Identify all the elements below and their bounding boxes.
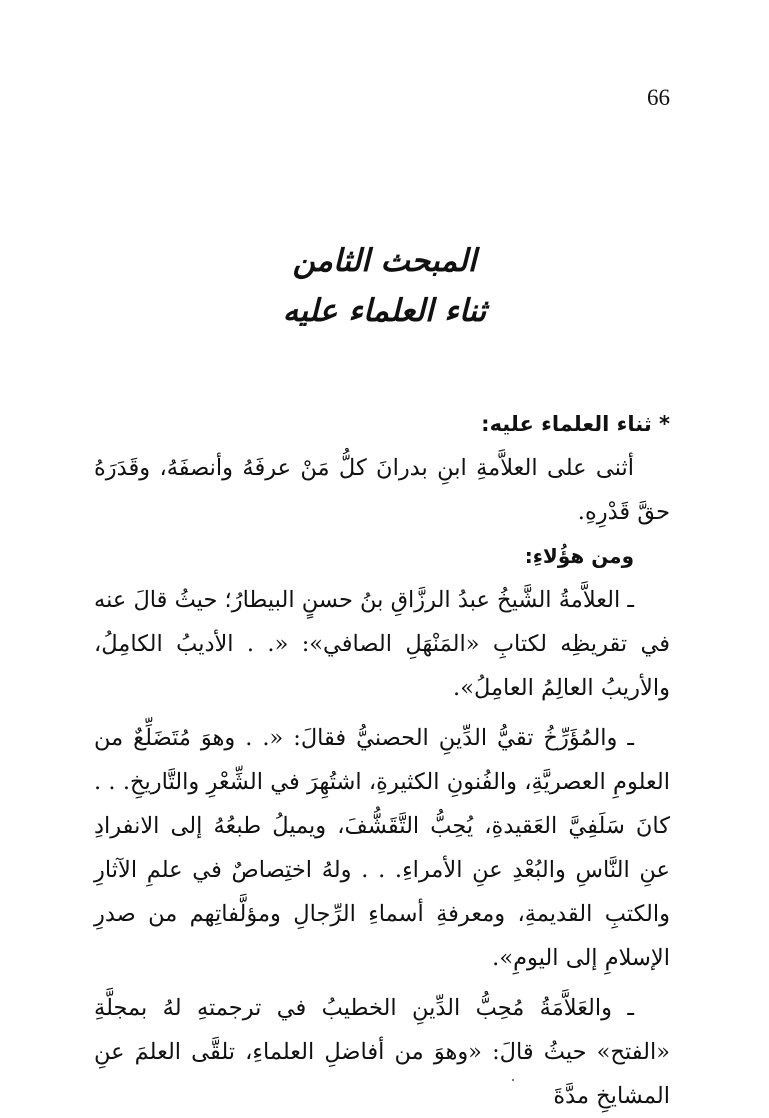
intro-paragraph: أثنى على العلاَّمةِ ابنِ بدرانَ كلُّ مَنْ عرفَهُ وأنصفَهُ، وقَدَرَهُ حقَّ قَدْرِهِ. bbox=[94, 455, 670, 525]
print-speck bbox=[512, 1079, 514, 1081]
body-text bbox=[94, 402, 670, 1118]
among-label-text: ومن هؤُلاءِ: bbox=[524, 544, 634, 568]
paragraph-bitar: ـ العلاَّمةُ الشَّيخُ عبدُ الرزَّاقِ بنُ حسنٍ البيطارُ؛ حيثُ قالَ عنه في تقريظِه لكتابِ «المَنْهَلِ الصافي»: «. . الأديبُ الكامِلُ، والأريبُ العالِمُ العامِلُ». bbox=[94, 587, 670, 701]
page-number: 66 bbox=[647, 85, 670, 110]
section-title bbox=[94, 402, 670, 446]
chapter-heading bbox=[200, 236, 569, 336]
chapter-title: المبحث الثامن bbox=[292, 243, 477, 279]
paragraph-hisni: ـ والمُؤَرِّخُ تقيُّ الدِّينِ الحصنيُّ فقالَ: «. . وهوَ مُتَضَلِّعٌ من العلومِ العصريَّةِ، والفُنونِ الكثيرةِ، اشتُهِرَ في الشِّعْرِ والتَّاريخِ. . . كانَ سَلَفِيَّ العَقيدةِ، يُحِبُّ التَّقَشُّفَ، ويميلُ طبعُهُ إلى الانفرادِ عنِ النَّاسِ والبُعْدِ عنِ الأمراءِ. . . ولهُ اختِصاصٌ في علمِ الآثارِ والكتبِ القديمةِ، ومعرفةِ أسماءِ الرِّجالِ ومؤلَّفاتِهم من صدرِ الإسلامِ إلى اليومِ». bbox=[94, 725, 670, 971]
chapter-subtitle: ثناء العلماء عليه bbox=[282, 293, 487, 329]
section-title-text: * ثناء العلماء عليه: bbox=[481, 412, 670, 436]
among-label bbox=[94, 534, 670, 578]
paragraph-khatib: ـ والعَلاَّمَةُ مُحِبُّ الدِّينِ الخطيبُ في ترجمتهِ لهُ بمجلَّةِ «الفتح» حيثُ قالَ: «وهوَ من أفاضلِ العلماءِ، تلقَّى العلمَ عنِ المشايخِ مدَّةَ bbox=[94, 995, 670, 1109]
